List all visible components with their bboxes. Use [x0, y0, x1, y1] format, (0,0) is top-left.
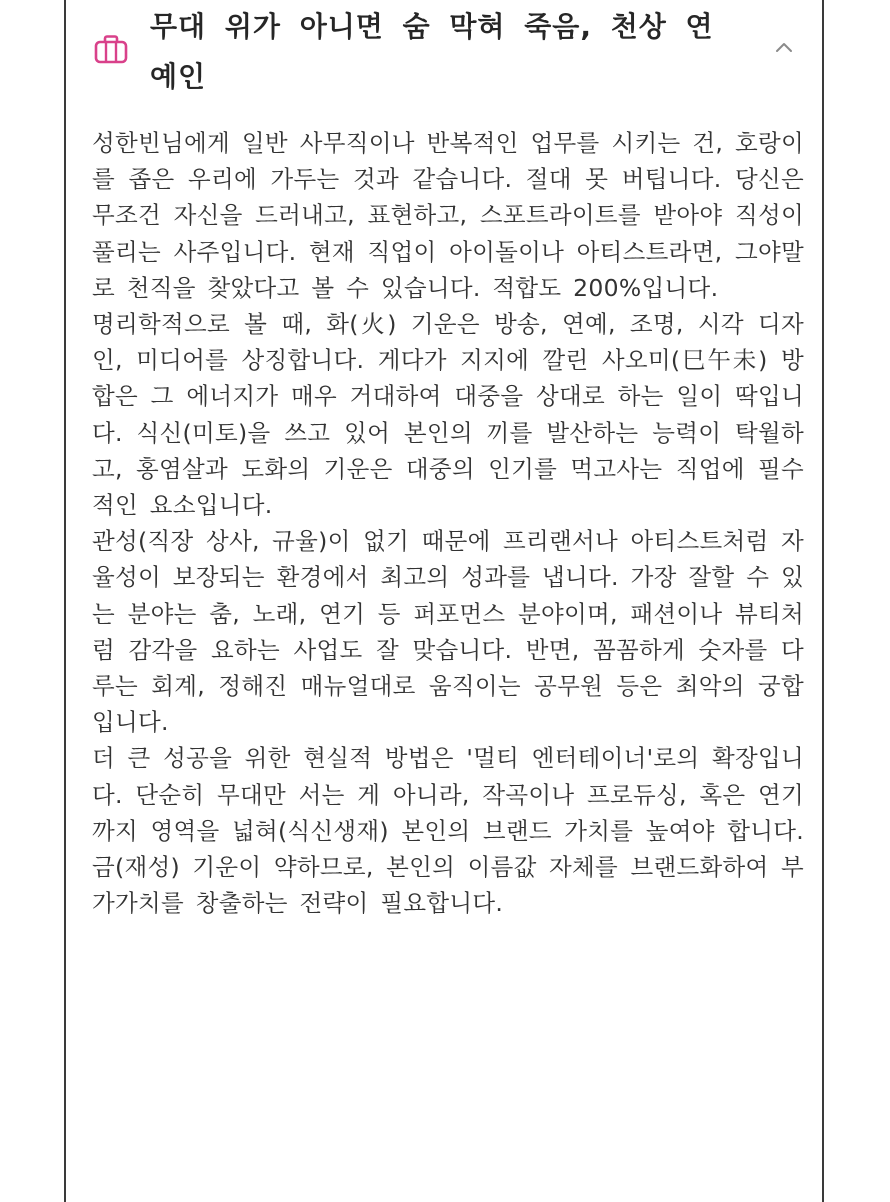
briefcase-icon	[94, 34, 128, 64]
paragraph: 명리학적으로 볼 때, 화(火) 기운은 방송, 연예, 조명, 시각 디자인, 미디어를 상징합니다. 게다가 지지에 깔린 사오미(巳午未) 방합은 그 에너지가 매우 거대하여 대중을 상대로 하는 일이 딱입니다. 식신(미토)을 쓰고 있어 본인의 끼를 발산하는 능력이 탁월하고, 홍염살과 도화의 기운은 대중의 인기를 먹고사는 직업에 필수적인 요소입니다.	[92, 310, 804, 520]
paragraph: 관성(직장 상사, 규율)이 없기 때문에 프리랜서나 아티스트처럼 자율성이 보장되는 환경에서 최고의 성과를 냅니다. 가장 잘할 수 있는 분야는 춤, 노래, 연기 등 퍼포먼스 분야이며, 패션이나 뷰티처럼 감각을 요하는 사업도 잘 맞습니다. 반면, 꼼꼼하게 숫자를 다루는 회계, 정해진 매뉴얼대로 움직이는 공무원 등은 최악의 궁합입니다.	[92, 527, 804, 737]
career-section-card	[64, 0, 824, 1202]
section-body	[92, 125, 804, 921]
paragraph: 더 큰 성공을 위한 현실적 방법은 '멀티 엔터테이너'로의 확장입니다. 단순히 무대만 서는 게 아니라, 작곡이나 프로듀싱, 혹은 연기까지 영역을 넓혀(식신생재) 본인의 브랜드 가치를 높여야 합니다. 금(재성) 기운이 약하므로, 본인의 이름값 자체를 브랜드화하여 부가가치를 창출하는 전략이 필요합니다.	[92, 744, 804, 918]
chevron-up-icon[interactable]	[772, 36, 796, 60]
section-title: 무대 위가 아니면 숨 막혀 죽음, 천상 연예인	[150, 10, 714, 93]
paragraph: 성한빈님에게 일반 사무직이나 반복적인 업무를 시키는 건, 호랑이를 좁은 우리에 가두는 것과 같습니다. 절대 못 버팁니다. 당신은 무조건 자신을 드러내고, 표현하고, 스포트라이트를 받아야 직성이 풀리는 사주입니다. 현재 직업이 아이돌이나 아티스트라면, 그야말로 천직을 찾았다고 볼 수 있습니다. 적합도 200%입니다.	[92, 129, 804, 302]
section-header[interactable]	[66, 0, 822, 108]
